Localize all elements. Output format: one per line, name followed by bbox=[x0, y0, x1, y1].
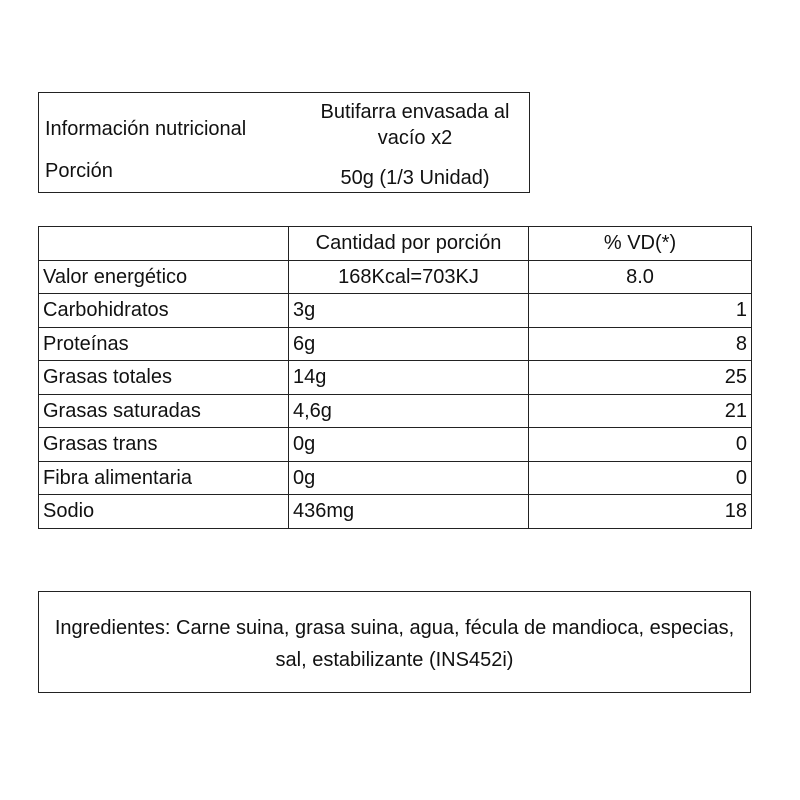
table-row bbox=[39, 394, 752, 428]
portion-label: Porción bbox=[45, 160, 113, 182]
ingredients-box bbox=[38, 591, 751, 693]
table-row bbox=[39, 461, 752, 495]
product-header-box bbox=[38, 92, 530, 193]
column-header-vd: % VD(*) bbox=[529, 227, 752, 261]
nutrient-amount: 0g bbox=[289, 461, 529, 495]
table-header-row bbox=[39, 227, 752, 261]
nutrient-label: Grasas saturadas bbox=[39, 394, 289, 428]
nutrient-amount: 6g bbox=[289, 327, 529, 361]
nutrient-label: Sodio bbox=[39, 495, 289, 529]
nutrient-label: Fibra alimentaria bbox=[39, 461, 289, 495]
nutrient-vd: 0 bbox=[529, 428, 752, 462]
nutrient-vd: 0 bbox=[529, 461, 752, 495]
nutrient-amount: 3g bbox=[289, 294, 529, 328]
nutrient-label: Carbohidratos bbox=[39, 294, 289, 328]
nutrient-vd: 25 bbox=[529, 361, 752, 395]
nutrient-vd: 8 bbox=[529, 327, 752, 361]
nutrient-amount: 436mg bbox=[289, 495, 529, 529]
table-row bbox=[39, 495, 752, 529]
nutrient-amount: 4,6g bbox=[289, 394, 529, 428]
nutrient-vd: 1 bbox=[529, 294, 752, 328]
ingredients-text: Ingredientes: Carne suina, grasa suina, agua, fécula de mandioca, especias, sal, estabilizante (INS452i) bbox=[54, 617, 735, 671]
nutrient-amount: 14g bbox=[289, 361, 529, 395]
table-row bbox=[39, 361, 752, 395]
nutrition-info-title: Información nutricional bbox=[45, 118, 247, 140]
table-row bbox=[39, 428, 752, 462]
nutrient-amount: 168Kcal=703KJ bbox=[289, 260, 529, 294]
product-name: Butifarra envasada al vacío x2 bbox=[320, 101, 510, 149]
nutrient-vd: 18 bbox=[529, 495, 752, 529]
nutrient-vd: 8.0 bbox=[529, 260, 752, 294]
nutrient-label: Grasas totales bbox=[39, 361, 289, 395]
table-row bbox=[39, 327, 752, 361]
nutrition-table bbox=[38, 226, 752, 529]
nutrient-label: Grasas trans bbox=[39, 428, 289, 462]
nutrient-label: Proteínas bbox=[39, 327, 289, 361]
nutrient-vd: 21 bbox=[529, 394, 752, 428]
nutrient-label: Valor energético bbox=[39, 260, 289, 294]
table-row-energy bbox=[39, 260, 752, 294]
nutrient-amount: 0g bbox=[289, 428, 529, 462]
portion-value: 50g (1/3 Unidad) bbox=[340, 167, 490, 189]
table-row bbox=[39, 294, 752, 328]
column-header-nutrient bbox=[39, 227, 289, 261]
column-header-amount: Cantidad por porción bbox=[289, 227, 529, 261]
